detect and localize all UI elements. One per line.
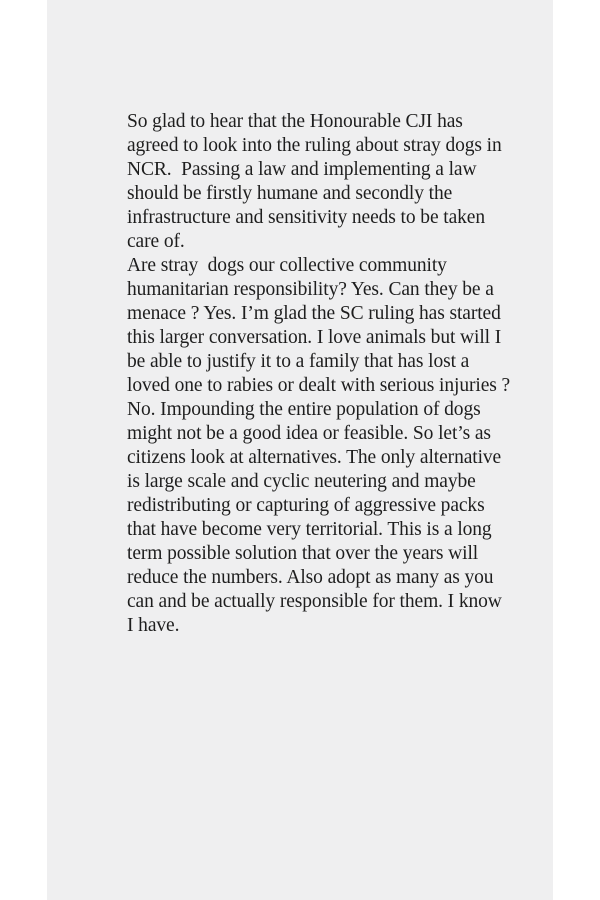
text-line: is large scale and cyclic neutering and maybe [127,471,476,492]
text-line: citizens look at alternatives. The only alternative [127,447,502,468]
text-line: reduce the numbers. Also adopt as many as you [127,567,494,588]
text-line: menace ? Yes. I’m glad the SC ruling has started [127,303,501,324]
text-line: can and be actually responsible for them. I know [127,591,502,612]
text-line: NCR. Passing a law and implementing a law [127,159,477,180]
text-line: loved one to rabies or dealt with serious injuries ? [127,375,511,396]
text-line: should be firstly humane and secondly the [127,183,453,204]
text-line: No. Impounding the entire population of dogs [127,399,481,420]
post-text [127,110,597,638]
text-line: might not be a good idea or feasible. So let’s as [127,423,491,444]
text-line: term possible solution that over the years will [127,543,479,564]
text-line: care of. [127,231,185,252]
text-line: infrastructure and sensitivity needs to be taken [127,207,486,228]
text-line: Are stray dogs our collective community [127,255,447,276]
text-line: So glad to hear that the Honourable CJI has [127,111,463,132]
text-line: this larger conversation. I love animals but will I [127,327,502,348]
text-line: humanitarian responsibility? Yes. Can they be a [127,279,494,300]
text-line: that have become very territorial. This is a long [127,519,492,540]
text-line: be able to justify it to a family that has lost a [127,351,470,372]
text-line: redistributing or capturing of aggressive packs [127,495,485,516]
text-panel [47,0,553,900]
text-line: agreed to look into the ruling about stray dogs in [127,135,502,156]
text-line: I have. [127,615,180,636]
